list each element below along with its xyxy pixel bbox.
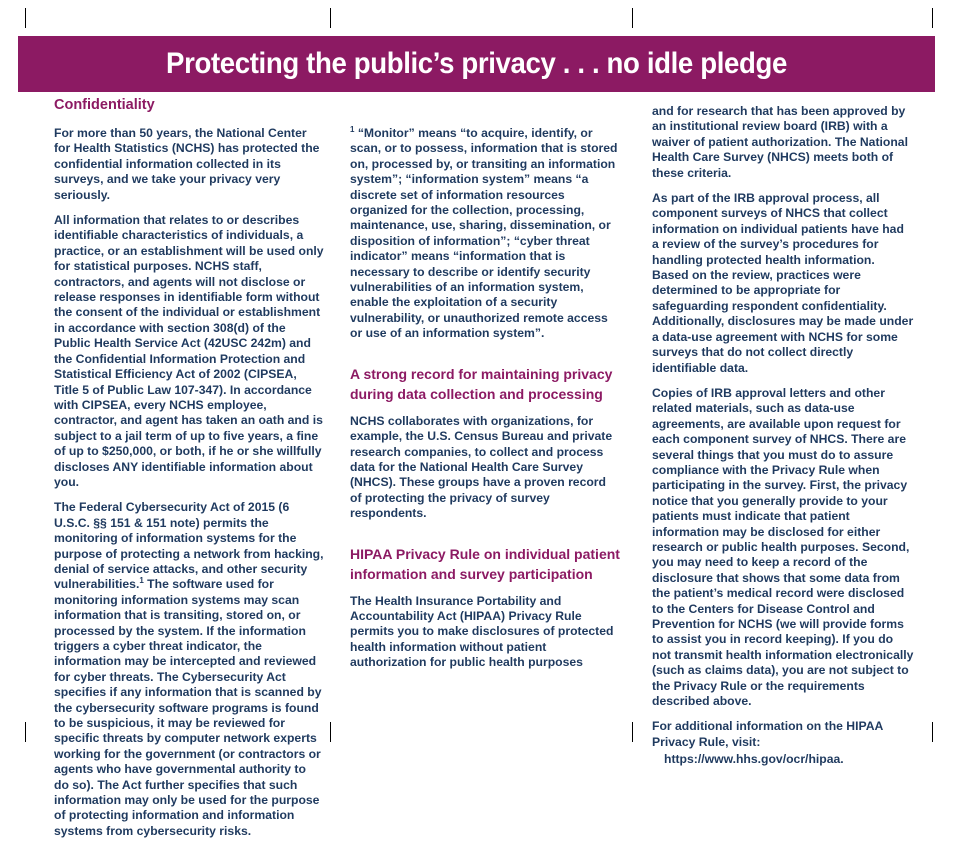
paragraph (54, 500, 324, 839)
crop-mark (25, 722, 26, 742)
crop-mark (932, 8, 933, 28)
crop-mark (632, 8, 633, 28)
column-2 (350, 126, 620, 681)
paragraph-text: The Federal Cybersecurity Act of 2015 (6 U.S.C. §§ 151 & 151 note) permits the monitoring of information systems for the purpose of protecting a network from hacking, denial of service attacks, and other security vulnerabilities. (54, 500, 324, 592)
paragraph: For more than 50 years, the National Center for Health Statistics (NCHS) has protected the confidential information collected in its surveys, and we take your privacy very seriously. (54, 126, 320, 202)
section-heading-strong-record: A strong record for maintaining privacy during data collection and processing (350, 365, 613, 402)
column-1 (54, 96, 324, 849)
section-heading-confidentiality: Confidentiality (54, 97, 155, 113)
paragraph: As part of the IRB approval process, all component surveys of NHCS that collect information on individual patients have had a review of the survey’s procedures for handling protected health information. Based on the review, practices were determined to be appropriate for safeguarding respondent confidentiality. Additionally, disclosures may be made under a data-use agreement with NCHS for some surveys that do not collect directly identifiable data. (652, 191, 914, 375)
paragraph-text: The software used for monitoring information systems may scan information that is transiting, stored on, or processed by the system. If the information triggers a cyber threat indicator, the information may be intercepted and reviewed for cyber threats. The Cybersecurity Act specifies if any information that is scanned by the cybersecurity software programs is found to be suspicious, it may be reviewed for specific threats by computer network experts working for the government (or contractors or agents who have governmental authority to do so). The Act further specifies that such information may only be used for the purpose of protecting information and information systems from cybersecurity risks. (54, 577, 322, 838)
crop-mark (932, 722, 933, 742)
paragraph: All information that relates to or describes identifiable characteristics of individuals, a practice, or an establishment will be used only for statistical purposes. NCHS staff, contractors, and agents will not disclose or release responses in identifiable form without the consent of the individual or establishment in accordance with section 308(d) of the Public Health Service Act (42USC 242m) and the Confidential Information Protection and Statistical Efficiency Act of 2002 (CIPSEA, Title 5 of Public Law 107-347). In accordance with CIPSEA, every NCHS employee, contractor, and agent has taken an oath and is subject to a jail term of up to five years, a fine of up to $250,000, or both, if he or she willfully discloses ANY identifiable information about you. (54, 213, 324, 489)
title-banner (18, 36, 935, 92)
footnote (350, 126, 620, 342)
paragraph: For additional information on the HIPAA Privacy Rule, visit: (652, 719, 883, 749)
crop-mark (25, 8, 26, 28)
footnote-text: “Monitor” means “to acquire, identify, or scan, or to possess, information that is stored on, processed by, or transiting an information system”; “information system” means “a discrete set of information resources organized for the collection, processing, maintenance, use, sharing, dissemination, or disposition of information”; “cyber threat indicator” means “information that is necessary to describe or identify security vulnerabilities of an information system, enable the exploitation of a security vulnerability, or unauthorized remote access or use of an information system”. (350, 126, 618, 341)
hipaa-link[interactable]: https://www.hhs.gov/ocr/hipaa. (664, 752, 844, 767)
footnote-mark: 1 (350, 124, 355, 134)
page-title: Protecting the public’s privacy . . . no idle pledge (166, 47, 787, 80)
crop-mark (632, 722, 633, 742)
column-3 (652, 104, 914, 778)
footnote-reference: 1 (139, 576, 144, 586)
paragraph: The Health Insurance Portability and Accountability Act (HIPAA) Privacy Rule permits you to make disclosures of protected health information without patient authorization for public health purposes (350, 593, 614, 670)
paragraph: and for research that has been approved by an institutional review board (IRB) with a waiver of patient authorization. The National Health Care Survey (NHCS) meets both of these criteria. (652, 104, 908, 180)
paragraph: NCHS collaborates with organizations, for example, the U.S. Census Bureau and private research companies, to collect and process data for the National Health Care Survey (NHCS). These groups have a proven record of protecting the privacy of survey respondents. (350, 413, 613, 521)
section-heading-hipaa: HIPAA Privacy Rule on individual patient information and survey participation (350, 545, 620, 582)
crop-mark (330, 722, 331, 742)
paragraph: Copies of IRB approval letters and other related materials, such as data-use agreements, are available upon request for each component survey of NHCS. There are several things that you must do to assure compliance with the Privacy Rule when participating in the survey. First, the privacy notice that you generally provide to your patients must indicate that patient information may be disclosed for either research or public health purposes. Second, you may need to keep a record of the disclosure that shows that some data from the patient’s medical record were disclosed to the Centers for Disease Control and Prevention for NCHS (we will provide forms to assist you in record keeping). If you do not transmit health information electronically (such as claims data), you are not subject to the Privacy Rule or the requirements described above. (652, 385, 914, 709)
crop-mark (330, 8, 331, 28)
